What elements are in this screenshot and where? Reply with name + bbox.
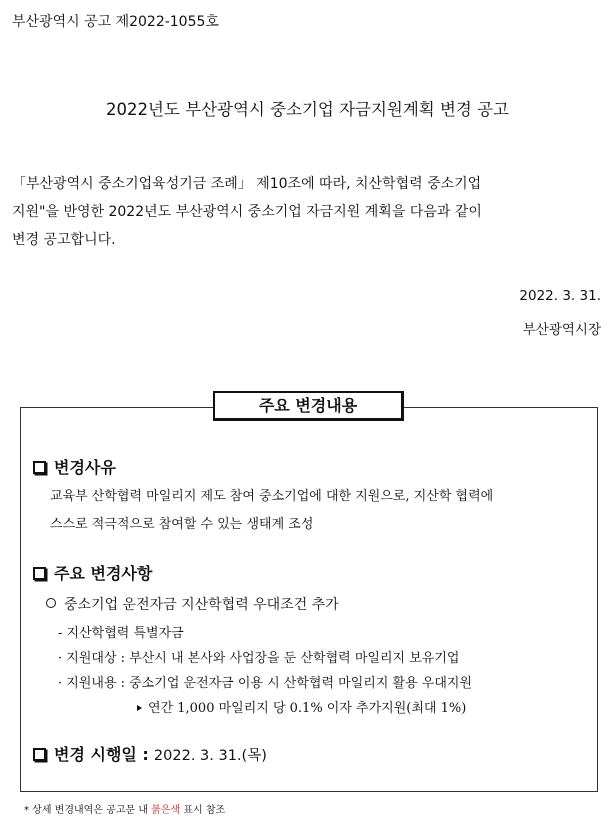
box-title: 주요 변경내용	[213, 391, 404, 421]
body-line-2: 지원"을 반영한 2022년도 부산광역시 중소기업 자금지원 계획을 다음과 같이	[12, 204, 482, 220]
notice-date: 2022. 3. 31.	[519, 288, 601, 304]
changes-heading-label: 주요 변경사항	[54, 564, 153, 583]
reason-line-1: 교육부 산학협력 마일리지 제도 참여 중소기업에 대한 지원으로, 지산학 협력에	[50, 489, 494, 504]
footnote-after: 표시 참조	[180, 805, 226, 816]
support-detail-label: 연간 1,000 마일리지 당 0.1% 이자 추가지원(최대 1%)	[148, 701, 467, 716]
change-item-label: 중소기업 운전자금 지산학협력 우대조건 추가	[64, 597, 339, 613]
notice-number: 부산광역시 공고 제2022-1055호	[12, 14, 219, 30]
reason-line-2: 스스로 적극적으로 참여할 수 있는 생태계 조성	[50, 517, 314, 532]
effective-date	[33, 742, 267, 765]
checkbox-icon	[33, 748, 46, 761]
effective-date-label: 변경 시행일 :	[54, 745, 149, 764]
support-content: · 지원내용 : 중소기업 운전자금 이용 시 산학협력 마일리지 활용 우대지원	[58, 676, 473, 691]
triangle-bullet-icon	[137, 705, 142, 711]
reason-heading	[33, 455, 116, 478]
footnote-before: * 상세 변경내역은 공고문 내	[24, 805, 152, 816]
body-line-1: 「부산광역시 중소기업육성기금 조례」 제10조에 따라, 치산학협력 중소기업	[12, 176, 482, 192]
circle-bullet-icon	[46, 598, 56, 608]
change-sub-heading: - 지산학협력 특별자금	[58, 626, 184, 641]
support-target: · 지원대상 : 부산시 내 본사와 사업장을 둔 산학협력 마일리지 보유기업	[58, 651, 460, 666]
body-line-3: 변경 공고합니다.	[12, 232, 116, 248]
issuer-name: 부산광역시장	[522, 322, 601, 338]
footnote	[24, 801, 225, 816]
checkbox-icon	[33, 461, 46, 474]
checkbox-icon	[33, 567, 46, 580]
reason-heading-label: 변경사유	[54, 458, 116, 477]
changes-heading	[33, 561, 152, 584]
support-detail	[137, 697, 466, 716]
page-title: 2022년도 부산광역시 중소기업 자금지원계획 변경 공고	[106, 100, 509, 119]
footnote-highlight: 붉은색	[151, 805, 181, 816]
effective-date-value: 2022. 3. 31.(목)	[153, 748, 267, 764]
change-item	[46, 594, 339, 614]
